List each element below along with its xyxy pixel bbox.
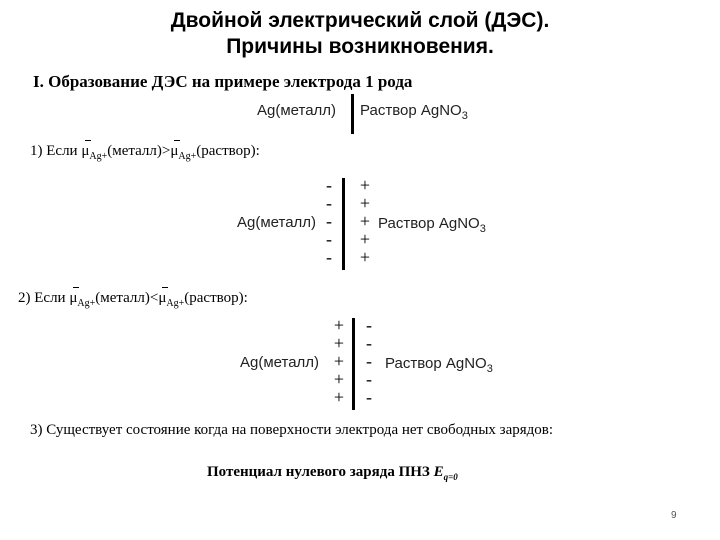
charge-plus: + — [359, 193, 371, 213]
case2-right-charges — [362, 316, 376, 406]
case1-right-charges — [358, 176, 372, 266]
diagram0-interface-line — [351, 94, 354, 134]
pzc-definition: Потенциал нулевого заряда ПНЗ $E_{q=0}$ — [207, 464, 458, 482]
pzc-symbol: E — [433, 464, 444, 480]
charge-minus: - — [366, 369, 372, 389]
case1-right-label: Раствор AgNO$_3$ — [378, 215, 486, 235]
pzc-subscript: q=0 — [443, 472, 458, 482]
charge-plus: + — [333, 351, 345, 371]
charge-plus: + — [359, 175, 371, 195]
section-heading: I. Образование ДЭС на примере электрода 1 рода — [33, 72, 413, 91]
diagram0-left-label: Ag(металл) — [257, 102, 337, 119]
case1-left-label: Ag(металл) — [237, 214, 317, 231]
case1-condition: 1) Если $\mu_{Ag+}(металл)>$ $\mu_{Ag+}(раствор)$: — [30, 143, 260, 160]
case3-statement: 3) Существует состояние когда на поверхности электрода нет свободных зарядов: — [30, 422, 554, 438]
charge-minus: - — [366, 387, 372, 407]
case2-left-label: Ag(металл) — [240, 354, 320, 371]
case2-condition: 2) Если $\mu_{Ag+}(металл)<$ $\mu_{Ag+}(раствор)$: — [18, 290, 248, 307]
charge-minus: - — [366, 315, 372, 335]
charge-minus: - — [326, 193, 332, 213]
case2-left-charges — [332, 316, 346, 406]
case1-interface-line — [342, 178, 345, 270]
charge-minus: - — [366, 351, 372, 371]
diagram0-right-label: Раствор AgNO$_3$ — [360, 102, 468, 122]
charge-plus: + — [333, 369, 345, 389]
charge-minus: - — [326, 211, 332, 231]
charge-plus: + — [359, 229, 371, 249]
case2-interface-line — [352, 318, 355, 410]
charge-plus: + — [359, 247, 371, 267]
page-number: 9 — [671, 510, 677, 521]
charge-plus: + — [333, 333, 345, 353]
charge-minus: - — [366, 333, 372, 353]
charge-minus: - — [326, 175, 332, 195]
charge-plus: + — [359, 211, 371, 231]
charge-minus: - — [326, 229, 332, 249]
case2-right-label: Раствор AgNO$_3$ — [385, 355, 493, 375]
slide-title-line1: Двойной электрический слой (ДЭС). — [170, 9, 550, 32]
charge-plus: + — [333, 387, 345, 407]
slide-title-line2: Причины возникновения. — [226, 35, 494, 58]
case1-left-charges — [322, 176, 336, 266]
charge-plus: + — [333, 315, 345, 335]
charge-minus: - — [326, 247, 332, 267]
